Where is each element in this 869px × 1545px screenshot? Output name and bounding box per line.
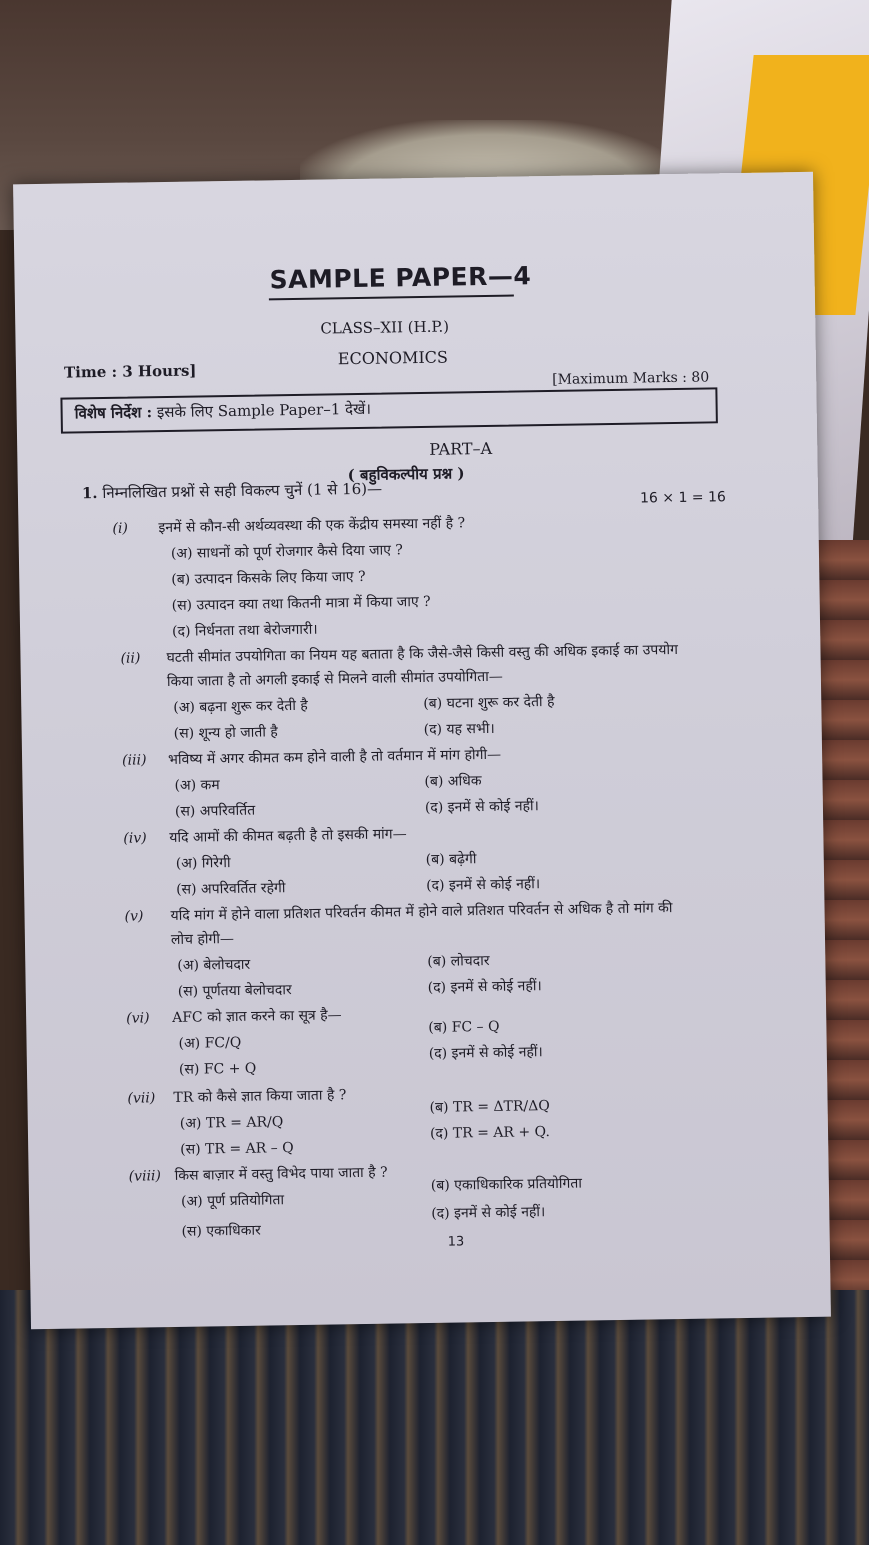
option: (स) उत्पादन क्या तथा कितनी मात्रा में किया जाए ? — [171, 593, 431, 614]
time-label: Time : 3 Hours] — [63, 361, 197, 382]
question-item — [120, 640, 678, 668]
option: (ब) अधिक — [424, 773, 482, 790]
option: (द) इनमें से कोई नहीं। — [424, 798, 540, 816]
option: (ब) बढ़ेगी — [425, 851, 477, 868]
question-item — [112, 513, 465, 538]
question-text-continued: किया जाता है तो अगली इकाई से मिलने वाली सीमांत उपयोगिता— — [166, 668, 503, 690]
option: (अ) गिरेगी — [175, 855, 231, 872]
option: (अ) कम — [174, 777, 220, 794]
option: (अ) साधनों को पूर्ण रोजगार कैसे दिया जाए ? — [170, 542, 404, 562]
question-number: (vi) — [126, 1010, 150, 1027]
option: (स) TR = AR – Q — [180, 1140, 294, 1158]
subject-line: ECONOMICS — [337, 347, 449, 369]
class-line: CLASS–XII (H.P.) — [320, 317, 450, 338]
part-subheading: ( बहुविकल्पीय प्रश्न ) — [347, 464, 465, 485]
question-item — [127, 1085, 346, 1107]
question-text: यदि आमों की कीमत बढ़ती है तो इसकी मांग— — [169, 826, 407, 846]
question-number: (iv) — [123, 830, 147, 847]
question-text: भविष्य में अगर कीमत कम होने वाली है तो वर्तमान में मांग होगी— — [167, 746, 502, 768]
background-bottom — [0, 1290, 869, 1545]
question-number: (iii) — [121, 752, 147, 769]
option: (द) TR = AR + Q. — [429, 1124, 550, 1142]
option: (द) इनमें से कोई नहीं। — [428, 1044, 543, 1062]
option: (स) शून्य हो जाती है — [173, 724, 278, 742]
max-marks-label: [Maximum Marks : 80 — [552, 369, 710, 388]
question-item — [122, 745, 501, 770]
question-number: (v) — [124, 908, 144, 925]
option: (ब) उत्पादन किसके लिए किया जाए ? — [171, 568, 366, 588]
question-number: (vii) — [127, 1090, 156, 1107]
instruction-label: विशेष निर्देश : — [74, 403, 153, 423]
question-text: यदि मांग में होने वाला प्रतिशत परिवर्तन कीमत में होने वाले प्रतिशत परिवर्तन से अधिक है तो मांग की — [170, 900, 673, 924]
title-underline — [269, 295, 514, 301]
question-item — [124, 898, 672, 926]
question-text: TR को कैसे ज्ञात किया जाता है ? — [173, 1087, 347, 1106]
question-1-number: 1. — [81, 484, 98, 503]
option: (अ) TR = AR/Q — [179, 1114, 284, 1132]
option: (अ) बेलोचदार — [177, 956, 251, 974]
option: (स) अपरिवर्तित — [174, 802, 256, 820]
instruction-text: इसके लिए Sample Paper–1 देखें। — [156, 399, 372, 422]
option: (अ) FC/Q — [178, 1034, 242, 1052]
question-text: AFC को ज्ञात करने का सूत्र है— — [172, 1007, 342, 1026]
page-number: 13 — [447, 1234, 465, 1250]
question-item — [126, 1005, 342, 1027]
option: (ब) FC – Q — [428, 1018, 500, 1036]
option: (द) इनमें से कोई नहीं। — [427, 978, 542, 996]
exam-paper-page — [13, 172, 831, 1329]
option: (अ) पूर्ण प्रतियोगिता — [180, 1192, 285, 1210]
option: (ब) लोचदार — [427, 952, 490, 970]
option: (स) एकाधिकार — [181, 1222, 261, 1240]
option: (ब) एकाधिकारिक प्रतियोगिता — [430, 1175, 583, 1194]
option: (स) पूर्णतया बेलोचदार — [177, 982, 292, 1000]
option: (द) निर्धनता तथा बेरोजगारी। — [171, 621, 318, 640]
option: (ब) TR = ΔTR/ΔQ — [429, 1098, 550, 1116]
option: (द) यह सभी। — [423, 720, 495, 738]
option: (ब) घटना शुरू कर देती है — [423, 693, 555, 712]
option: (द) इनमें से कोई नहीं। — [426, 876, 541, 894]
question-1-marks: 16 × 1 = 16 — [639, 489, 726, 507]
question-number: (i) — [112, 520, 129, 537]
part-heading: PART–A — [429, 438, 493, 459]
paper-title: SAMPLE PAPER—4 — [269, 261, 532, 295]
question-text: इनमें से कौन-सी अर्थव्यवस्था की एक केंद्रीय समस्या नहीं है ? — [158, 515, 466, 537]
question-1-line — [82, 479, 382, 504]
question-text-continued: लोच होगी— — [170, 930, 235, 948]
question-number: (viii) — [128, 1168, 162, 1185]
question-item — [129, 1163, 388, 1186]
question-text: किस बाज़ार में वस्तु विभेद पाया जाता है ? — [174, 1164, 388, 1184]
option: (स) अपरिवर्तित रहेगी — [176, 880, 286, 898]
question-1-text: निम्नलिखित प्रश्नों से सही विकल्प चुनें (1 से 16)— — [102, 479, 383, 502]
question-text: घटती सीमांत उपयोगिता का नियम यह बताता है कि जैसे-जैसे किसी वस्तु की अधिक इकाई का उपयोग — [166, 641, 679, 667]
option: (स) FC + Q — [178, 1060, 257, 1078]
option: (द) इनमें से कोई नहीं। — [431, 1204, 546, 1222]
question-item — [123, 824, 407, 847]
option: (अ) बढ़ना शुरू कर देती है — [173, 697, 308, 716]
question-number: (ii) — [120, 650, 141, 667]
